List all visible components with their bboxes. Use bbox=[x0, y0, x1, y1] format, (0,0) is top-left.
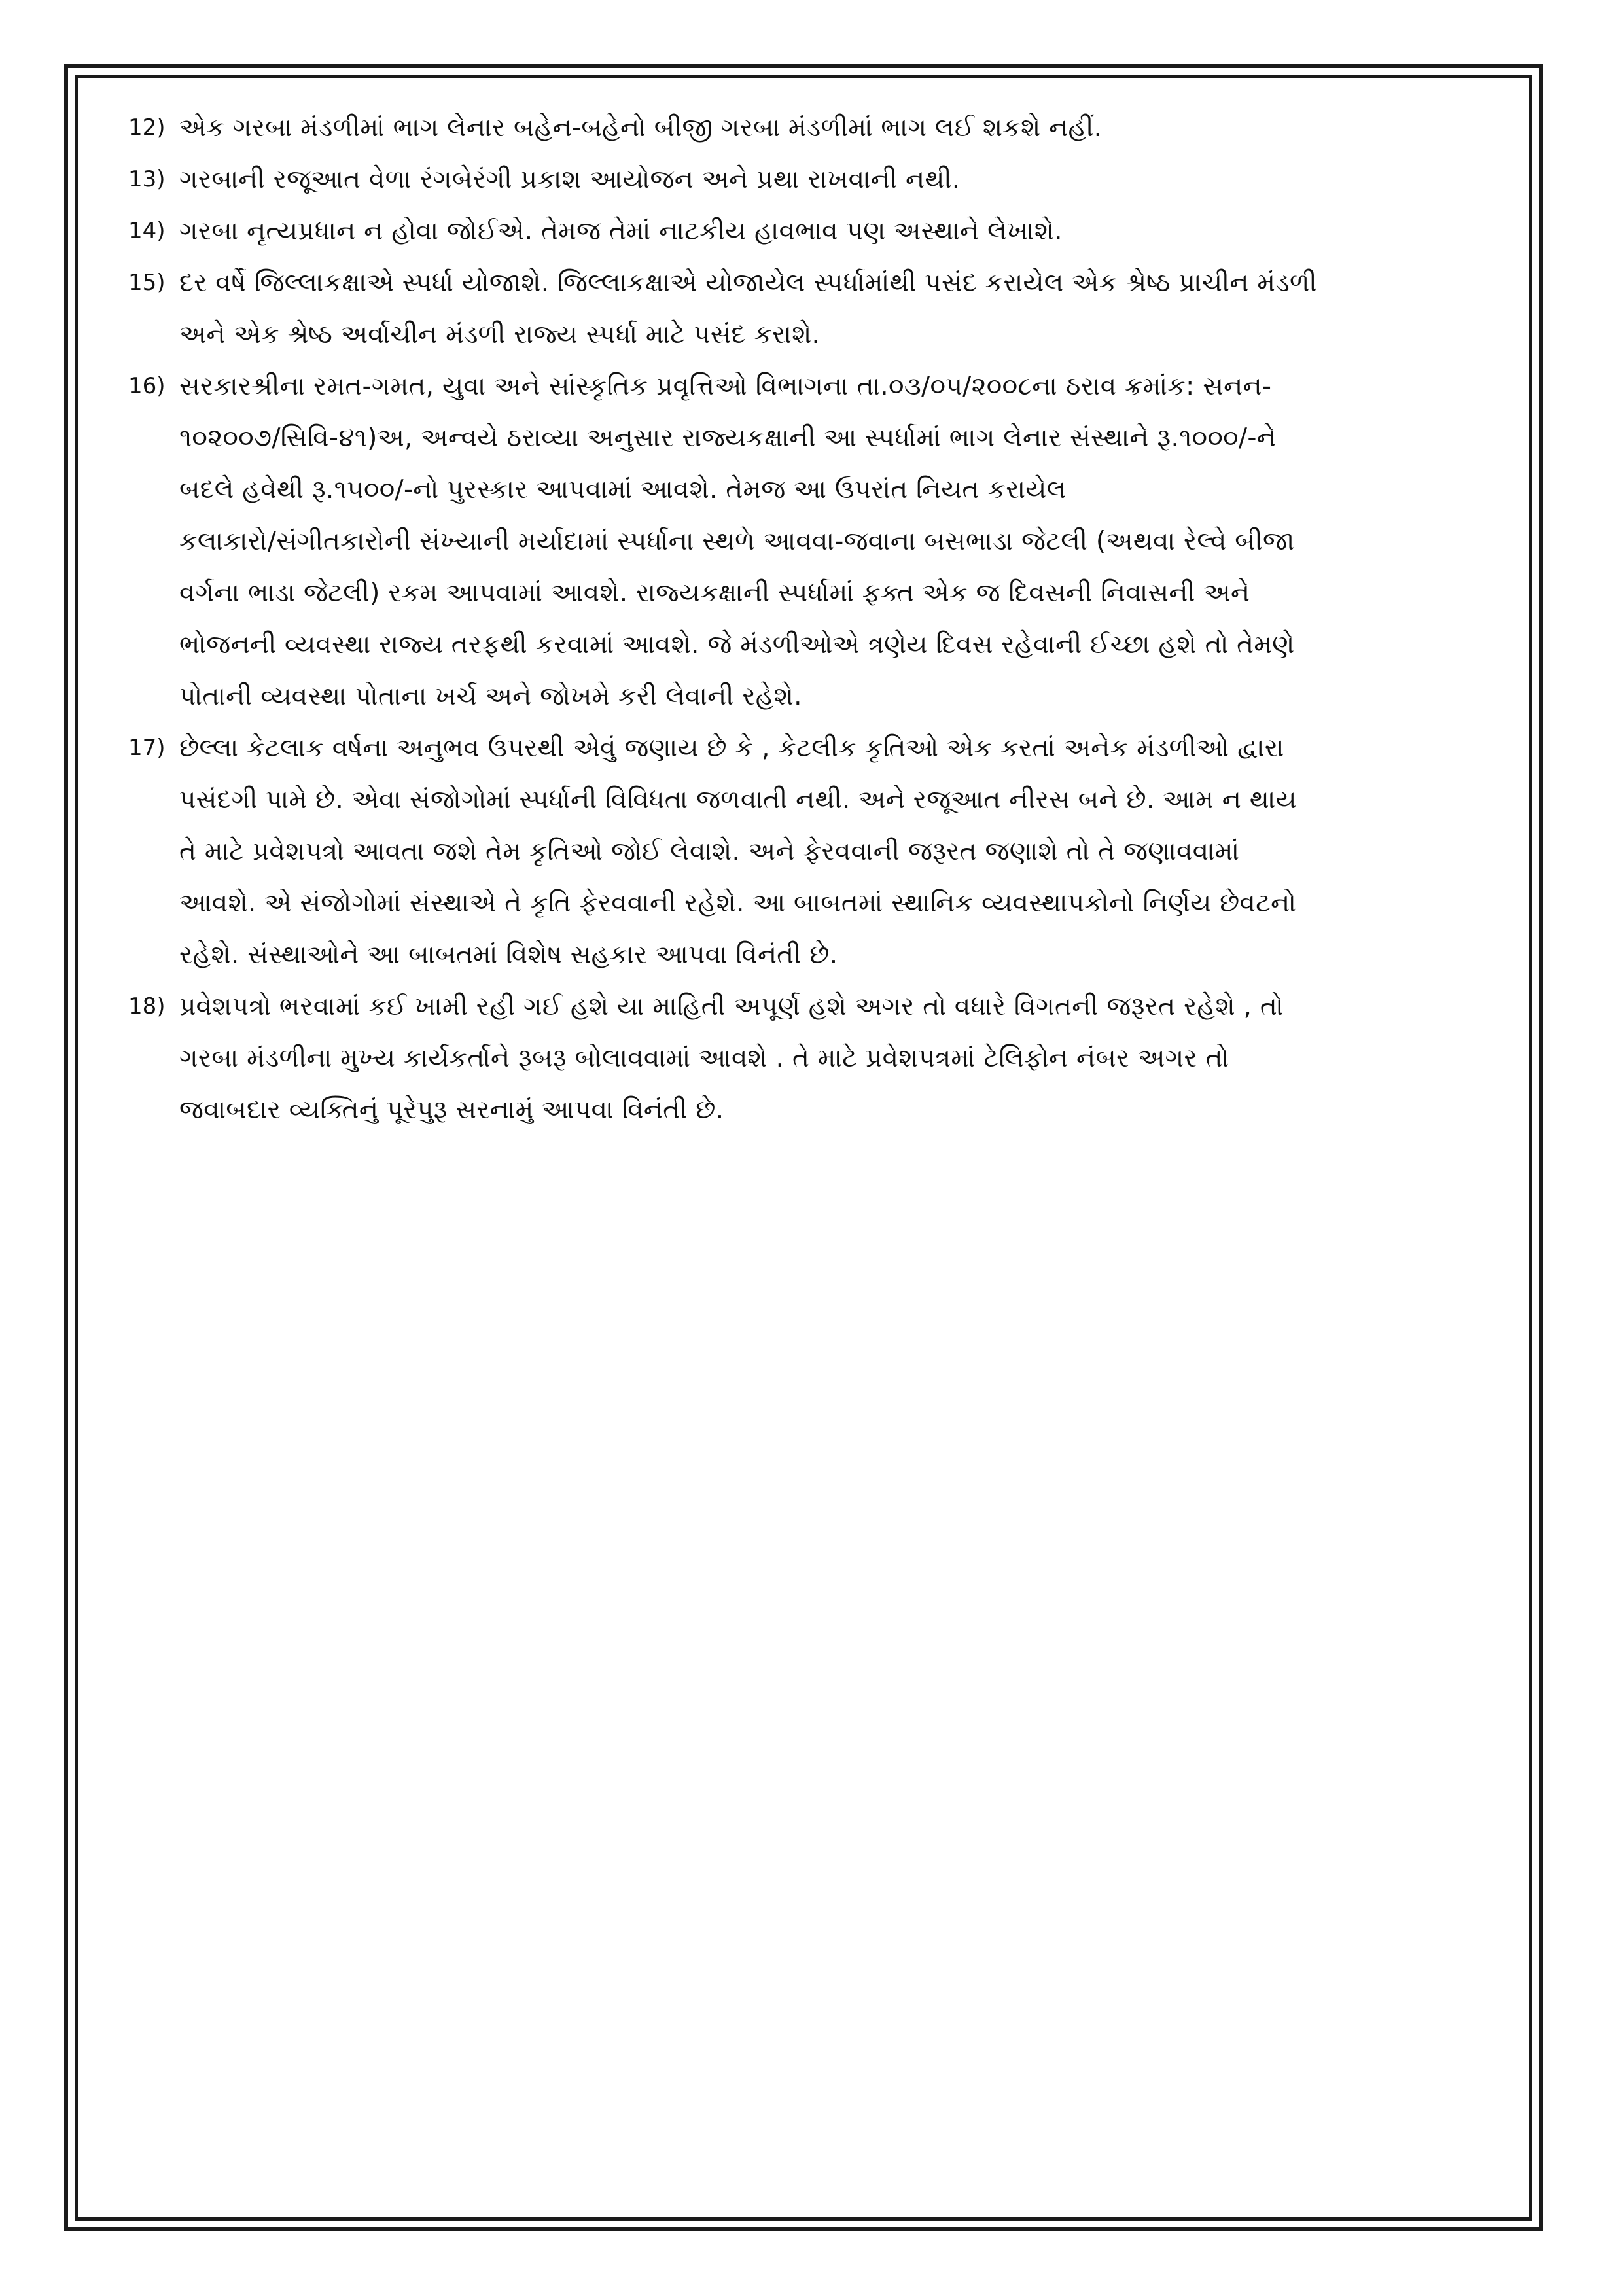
rule-number: 14) bbox=[128, 218, 166, 244]
rule-number: 13) bbox=[128, 166, 166, 192]
rule-number: 18) bbox=[128, 993, 166, 1019]
rule-item-16 bbox=[128, 361, 1528, 722]
rule-number: 12) bbox=[128, 115, 166, 141]
rule-item-17 bbox=[128, 722, 1528, 981]
rule-text: સરકારશ્રીના રમત-ગમત, યુવા અને સાંસ્કૃતિક પ્રવૃત્તિઓ વિભાગના તા.૦૩/૦૫/૨૦૦૮ના ઠરાવ ક્રમાંક: સનન- ૧૦૨૦૦૭/સિવિ-૪૧)અ, અન્વયે ઠરાવ્યા અનુસાર રાજ્યકક્ષાની આ સ્પર્ધામાં ભાગ લેનાર સંસ્થાને રૂ.૧૦૦૦/-ને બદલે હવેથી રૂ.૧૫૦૦/-નો પુરસ્કાર આપવામાં આવશે. તેમજ આ ઉપરાંત નિયત કરાયેલ કલાકારો/સંગીતકારોની સંખ્યાની મર્યાદામાં સ્પર્ધાના સ્થળે આવવા-જવાના બસભાડા જેટલી (અથવા રેલ્વે બીજા વર્ગના ભાડા જેટલી) રકમ આપવામાં આવશે. રાજ્યકક્ષાની સ્પર્ધામાં ફક્ત એક જ દિવસની નિવાસની અને ભોજનની વ્યવસ્થા રાજ્ય તરફથી કરવામાં આવશે. જે મંડળીઓએ ત્રણેય દિવસ રહેવાની ઈચ્છા હશે તો તેમણે પોતાની વ્યવસ્થા પોતાના ખર્ચ અને જોખમે કરી લેવાની રહેશે. bbox=[179, 372, 1295, 711]
rule-text: છેલ્લા કેટલાક વર્ષના અનુભવ ઉપરથી એવું જણાય છે કે , કેટલીક કૃતિઓ એક કરતાં અનેક મંડળીઓ દ્વારા પસંદગી પામે છે. એવા સંજોગોમાં સ્પર્ધાની વિવિધતા જળવાતી નથી. અને રજૂઆત નીરસ બને છે. આમ ન થાય તે માટે પ્રવેશપત્રો આવતા જશે તેમ કૃતિઓ જોઈ લેવાશે. અને ફેરવવાની જરૂરત જણાશે તો તે જણાવવામાં આવશે. એ સંજોગોમાં સંસ્થાએ તે કૃતિ ફેરવવાની રહેશે. આ બાબતમાં સ્થાનિક વ્યવસ્થાપકોનો નિર્ણય છેવટનો રહેશે. સંસ્થાઓને આ બાબતમાં વિશેષ સહકાર આપવા વિનંતી છે. bbox=[179, 733, 1297, 970]
rule-text: એક ગરબા મંડળીમાં ભાગ લેનાર બહેન-બહેનો બીજી ગરબા મંડળીમાં ભાગ લઈ શકશે નહીં. bbox=[179, 113, 1103, 143]
rule-item-12 bbox=[128, 102, 1528, 154]
rules-list bbox=[128, 102, 1528, 1136]
rule-text: દર વર્ષે જિલ્લાકક્ષાએ સ્પર્ધા યોજાશે. જિલ્લાકક્ષાએ યોજાયેલ સ્પર્ધામાંથી પસંદ કરાયેલ એક શ્રેષ્ઠ પ્રાચીન મંડળી અને એક શ્રેષ્ઠ અર્વાચીન મંડળી રાજ્ય સ્પર્ધા માટે પસંદ કરાશે. bbox=[179, 268, 1317, 349]
rule-item-18 bbox=[128, 981, 1528, 1136]
rule-text: ગરબાની રજૂઆત વેળા રંગબેરંગી પ્રકાશ આયોજન અને પ્રથા રાખવાની નથી. bbox=[179, 165, 961, 194]
rule-item-15 bbox=[128, 257, 1528, 361]
rule-number: 17) bbox=[128, 735, 166, 761]
rule-number: 15) bbox=[128, 270, 166, 296]
rule-number: 16) bbox=[128, 373, 166, 399]
rule-item-14 bbox=[128, 205, 1528, 257]
rule-item-13 bbox=[128, 154, 1528, 205]
rule-text: પ્રવેશપત્રો ભરવામાં કઈ ખામી રહી ગઈ હશે યા માહિતી અપૂર્ણ હશે અગર તો વધારે વિગતની જરૂરત રહેશે , તો ગરબા મંડળીના મુખ્ય કાર્યકર્તાને રૂબરૂ બોલાવવામાં આવશે . તે માટે પ્રવેશપત્રમાં ટેલિફોન નંબર અગર તો જવાબદાર વ્યક્તિનું પૂરેપુરૂ સરનામું આપવા વિનંતી છે. bbox=[179, 992, 1284, 1125]
rule-text: ગરબા નૃત્યપ્રધાન ન હોવા જોઈએ. તેમજ તેમાં નાટકીય હાવભાવ પણ અસ્થાને લેખાશે. bbox=[179, 217, 1063, 246]
